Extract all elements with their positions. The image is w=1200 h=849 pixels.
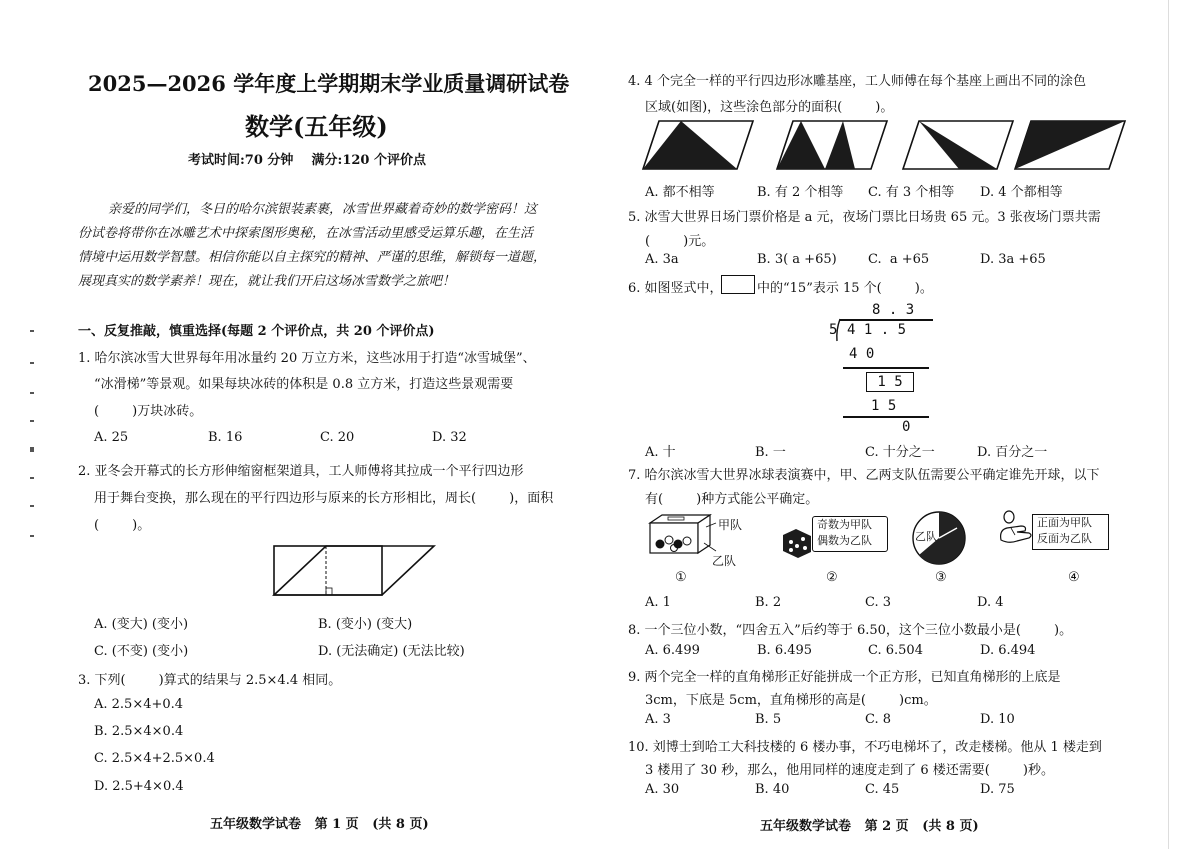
shaded-parallelograms-figure: [643, 119, 1123, 171]
question-text: 3 楼用了 30 秒，那么，他用同样的速度走到了 6 楼还需要( )秒。: [645, 763, 1054, 778]
option-b[interactable]: B. 5: [755, 712, 782, 727]
dice-rule-even: 偶数为乙队: [817, 534, 872, 547]
coin-rule-box: [1032, 514, 1109, 550]
question-text: 用于舞台变换，那么现在的平行四边形与原来的长方形相比，周长( )，面积: [94, 491, 554, 506]
option-b[interactable]: B. 3( a +65): [757, 252, 837, 267]
option-d[interactable]: D. 10: [980, 712, 1015, 727]
box-label-team-a: 甲队: [718, 518, 743, 532]
answer-blank[interactable]: ( )元。: [645, 234, 715, 249]
question-text: 中的“15”表示 15 个( )。: [757, 281, 933, 296]
option-a[interactable]: A. 3a: [645, 252, 679, 267]
option-c[interactable]: C. a +65: [868, 252, 930, 267]
option-b[interactable]: B. 有 2 个相等: [757, 185, 844, 200]
intro-line: 情境中运用数学智慧。相信你能以自主探究的精神、严谨的思维，解锁每一道题，: [78, 250, 547, 265]
spinner-label: 乙队: [915, 530, 937, 543]
option-a[interactable]: A. 6.499: [645, 643, 700, 658]
option-d[interactable]: D. 6.494: [980, 643, 1036, 658]
option-a[interactable]: A. 30: [645, 782, 680, 797]
option-c[interactable]: C. 3: [865, 595, 892, 610]
option-a[interactable]: A. 都不相等: [645, 185, 715, 200]
option-a[interactable]: A. 1: [645, 595, 671, 610]
option-b[interactable]: B. 40: [755, 782, 790, 797]
dice-rule-odd: 奇数为甲队: [817, 518, 872, 531]
intro-line: 展现真实的数学素养！现在，就让我们开启这场冰雪数学之旅吧！: [78, 274, 456, 289]
option-d[interactable]: D. 4 个都相等: [980, 185, 1063, 200]
option-c[interactable]: C. 20: [320, 430, 355, 445]
answer-blank[interactable]: ( )。: [94, 518, 151, 533]
option-c[interactable]: C. 6.504: [868, 643, 923, 658]
option-c[interactable]: C. 有 3 个相等: [868, 185, 955, 200]
picture-number: ③: [935, 570, 947, 585]
option-c[interactable]: C. 8: [865, 712, 892, 727]
intro-line: 亲爱的同学们，冬日的哈尔滨银装素裹，冰雪世界藏着奇妙的数学密码！这: [108, 202, 538, 217]
option-a[interactable]: A. (变大) (变小): [94, 617, 189, 632]
box-label-team-b: 乙队: [712, 554, 737, 568]
picture-number: ④: [1068, 570, 1080, 585]
option-b[interactable]: B. 一: [755, 445, 786, 460]
dividend: 4 1 . 5: [847, 322, 907, 338]
exam-subject: 数学(五年级): [245, 112, 388, 141]
option-d[interactable]: D. 32: [432, 430, 467, 445]
division-bar: [840, 319, 933, 321]
option-b[interactable]: B. 2: [755, 595, 782, 610]
option-c[interactable]: C. 十分之一: [865, 445, 935, 460]
question-text: 9. 两个完全一样的直角梯形正好能拼成一个正方形，已知直角梯形的上底是: [628, 670, 1061, 685]
division-line: [843, 367, 929, 369]
remainder: 0: [902, 419, 911, 435]
coin-rule-tails: 反面为乙队: [1037, 532, 1092, 545]
question-text: 6. 如图竖式中，: [628, 281, 723, 296]
option-d[interactable]: D. 百分之一: [977, 445, 1048, 460]
question-text: “冰滑梯”等景观。如果每块冰砖的体积是 0.8 立方米，打造这些景观需要: [94, 377, 514, 392]
question-text: 7. 哈尔滨冰雪大世界冰球表演赛中，甲、乙两支队伍需要公平确定谁先开球，以下: [628, 468, 1100, 483]
blank-box-icon: [721, 275, 755, 294]
coin-rule-heads: 正面为甲队: [1037, 516, 1092, 529]
option-a[interactable]: A. 25: [94, 430, 129, 445]
option-d[interactable]: D. 75: [980, 782, 1015, 797]
option-b[interactable]: B. 16: [208, 430, 243, 445]
option-a[interactable]: A. 十: [645, 445, 676, 460]
question-text: 8. 一个三位小数，“四舍五入”后约等于 6.50，这个三位小数最小是( )。: [628, 623, 1073, 638]
question-text: 区域(如图)，这些涂色部分的面积( )。: [645, 100, 894, 115]
dice-icon: [780, 526, 814, 560]
option-a[interactable]: A. 3: [645, 712, 671, 727]
rectangle-parallelogram-figure: [270, 543, 582, 599]
page-footer: 五年级数学试卷 第 1 页 (共 8 页): [210, 817, 429, 832]
question-text: 有( )种方式能公平确定。: [645, 492, 819, 507]
exam-title: 2025—2026 学年度上学期期末学业质量调研试卷: [88, 71, 570, 96]
picture-number: ②: [826, 570, 838, 585]
option-d[interactable]: D. 3a +65: [980, 252, 1046, 267]
coin-flip-hand-icon: [995, 508, 1035, 548]
exam-page-2: [600, 0, 1200, 849]
option-c[interactable]: C. 45: [865, 782, 900, 797]
boxed-15: 1 5: [866, 372, 914, 392]
question-text: 5. 冰雪大世界日场门票价格是 a 元，夜场门票比日场贵 65 元。3 张夜场门票共需: [628, 210, 1101, 225]
option-b[interactable]: B. 6.495: [757, 643, 813, 658]
option-d[interactable]: D. 2.5+4×0.4: [94, 779, 184, 794]
divisor: 5: [829, 322, 838, 338]
question-text: 2. 亚冬会开幕式的长方形伸缩窗框架道具，工人师傅将其拉成一个平行四边形: [78, 464, 524, 479]
step-2: 1 5: [871, 398, 897, 414]
question-text: 3cm，下底是 5cm，直角梯形的高是( )cm。: [645, 693, 937, 708]
option-a[interactable]: A. 2.5×4+0.4: [94, 697, 184, 712]
quotient: 8 . 3: [872, 302, 915, 318]
question-text: 4. 4 个完全一样的平行四边形冰雕基座，工人师傅在每个基座上画出不同的涂色: [628, 74, 1086, 89]
intro-line: 份试卷将带你在冰雕艺术中探索图形奥秘，在冰雪活动里感受运算乐趣，在生活: [78, 226, 534, 241]
option-b[interactable]: B. (变小) (变大): [318, 617, 413, 632]
option-d[interactable]: D. (无法确定) (无法比较): [318, 644, 465, 659]
section-title: 一、反复推敲，慎重选择(每题 2 个评价点，共 20 个评价点): [78, 324, 435, 339]
ball-box-icon: [648, 513, 718, 557]
answer-blank[interactable]: ( )万块冰砖。: [94, 404, 203, 419]
division-bracket: [836, 319, 844, 341]
page-footer: 五年级数学试卷 第 2 页 (共 8 页): [760, 819, 979, 834]
question-text: 10. 刘博士到哈工大科技楼的 6 楼办事，不巧电梯坏了，改走楼梯。他从 1 楼走到: [628, 740, 1102, 755]
option-b[interactable]: B. 2.5×4×0.4: [94, 724, 184, 739]
option-c[interactable]: C. (不变) (变小): [94, 644, 189, 659]
question-text: 1. 哈尔滨冰雪大世界每年用冰量约 20 万立方米，这些冰用于打造“冰雪城堡”、: [78, 351, 536, 366]
exam-info: 考试时间:70 分钟 满分:120 个评价点: [188, 153, 426, 168]
picture-number: ①: [675, 570, 687, 585]
option-d[interactable]: D. 4: [977, 595, 1004, 610]
division-line: [843, 416, 929, 418]
dice-rule-box: [812, 516, 888, 552]
scan-edge-line: [1168, 0, 1169, 849]
question-text: 3. 下列( )算式的结果与 2.5×4.4 相同。: [78, 673, 342, 688]
step-1: 4 0: [849, 346, 875, 362]
option-c[interactable]: C. 2.5×4+2.5×0.4: [94, 751, 215, 766]
